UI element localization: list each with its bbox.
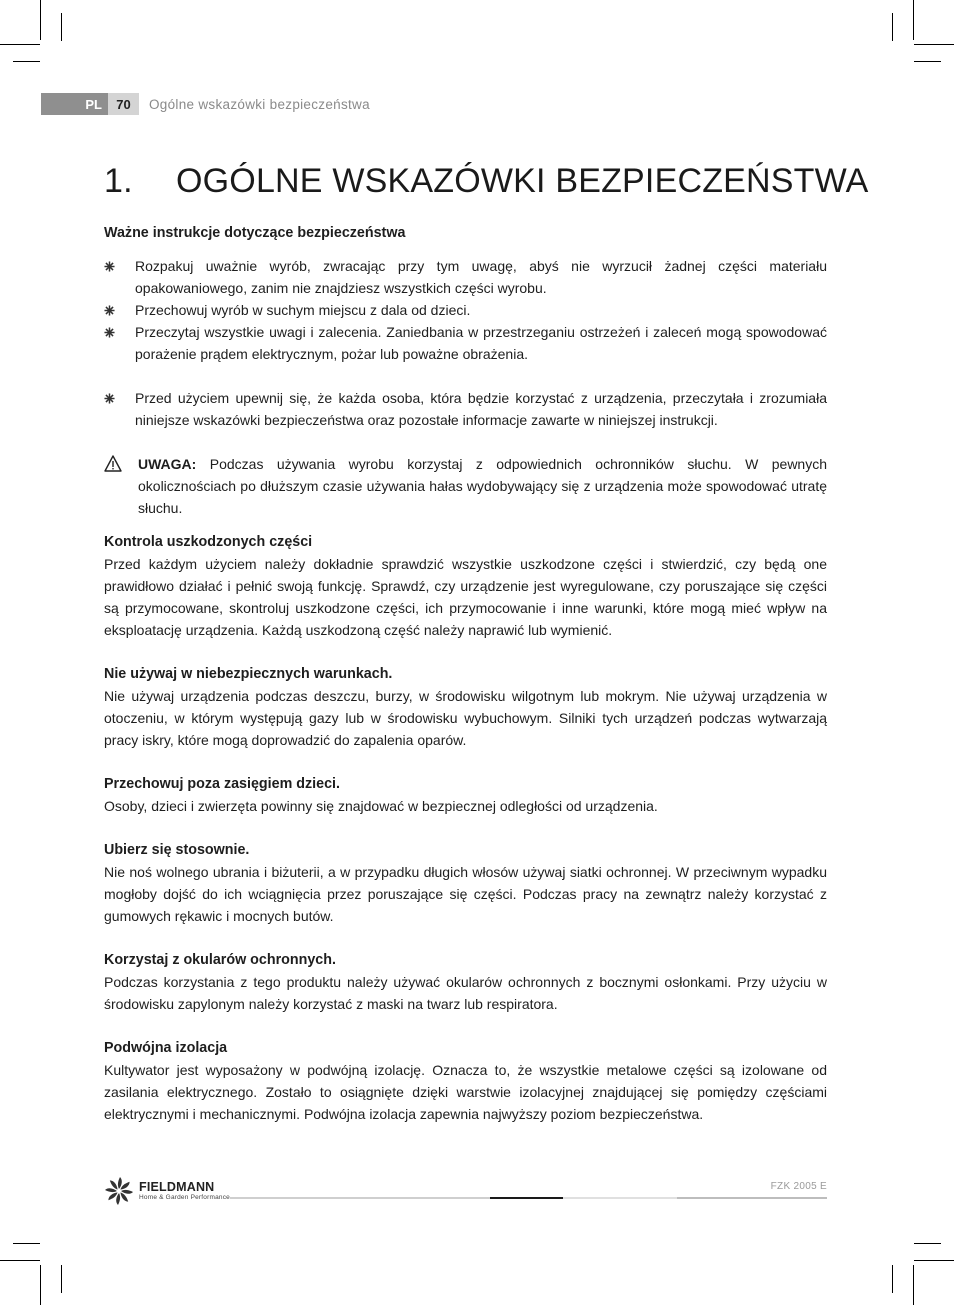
crop-mark	[40, 1265, 41, 1305]
section-text: Podczas korzystania z tego produktu należy używać okularów ochronnych z bocznymi osłonkami. Przy użyciu w środowisku zapylonym należy korzystać z maski na twarz lub respiratora.	[104, 974, 827, 1012]
brand-text	[139, 1180, 230, 1202]
brand-tagline: Home & Garden Performance	[139, 1194, 230, 1201]
page-header	[41, 93, 370, 115]
section-block	[104, 1037, 827, 1125]
list-item-text: Przeczytaj wszystkie uwagi i zalecenia. Zaniedbania w przestrzeganiu ostrzeżeń i zaleceń mogą spowodować porażenie prądem elektrycznym, pożar lub poważne obrażenia.	[135, 324, 827, 362]
crop-mark	[892, 13, 893, 41]
section-block	[104, 531, 827, 641]
chapter-title: OGÓLNE WSKAZÓWKI BEZPIECZEŃSTWA	[176, 162, 869, 200]
crop-mark	[914, 61, 941, 62]
section-text: Nie używaj urządzenia podczas deszczu, burzy, w środowisku wilgotnym lub mokrym. Nie używaj urządzenia w otoczeniu, w którym występują gazy lub w środowisku wybuchowym. Silniki tych urządzeń podczas wytwarzają pracy iskry, które mogą doprowadzić do zapalenia oparów.	[104, 688, 827, 748]
warning-label: UWAGA:	[138, 456, 197, 472]
section-block	[104, 773, 827, 817]
main-content	[104, 222, 827, 1125]
footer-rule	[677, 1197, 827, 1199]
fieldmann-logo-icon	[104, 1176, 134, 1206]
section-heading: Podwójna izolacja	[104, 1040, 228, 1056]
crop-mark	[892, 1265, 893, 1293]
list-item	[104, 255, 827, 299]
crop-mark	[914, 1260, 954, 1261]
list-item-text: Przechowuj wyrób w suchym miejscu z dala od dzieci.	[135, 302, 471, 318]
crop-mark	[40, 0, 41, 40]
flower-bullet-icon	[104, 305, 115, 316]
flower-bullet-icon	[104, 393, 115, 404]
list-item-text: Rozpakuj uważnie wyrób, zwracając przy tym uwagę, abyś nie wyrzucił żadnej części materiału opakowaniowego, zanim nie znajdziesz wszystkich części wyrobu.	[135, 258, 827, 296]
list-item	[104, 299, 827, 321]
running-section-title: Ogólne wskazówki bezpieczeństwa	[149, 96, 370, 112]
chapter-number: 1.	[104, 162, 133, 200]
brand-logo	[104, 1176, 230, 1206]
warning-triangle-icon	[104, 455, 122, 472]
section-text: Kultywator jest wyposażony w podwójną izolację. Oznacza to, że wszystkie metalowe części są izolowane od zasilania elektrycznego. Zostało to osiągnięte dzięki warstwie izolacyjnej znajdującej się pomiędzy częściami elektrycznymi i mechanicznymi. Podwójna izolacja zapewnia najwyższy poziom bezpieczeństwa.	[104, 1062, 827, 1122]
crop-mark	[13, 61, 40, 62]
crop-mark	[13, 1243, 40, 1244]
section-text: Nie noś wolnego ubrania i biżuterii, a w przypadku długich włosów używaj siatki ochronnej. W przeciwnym wypadku mogłoby dojść do ich wciągnięcia przez poruszające się części. Podczas pracy na zewnątrz należy korzystać z gumowych rękawic i mocnych butów.	[104, 864, 827, 924]
section-heading: Przechowuj poza zasięgiem dzieci.	[104, 776, 340, 792]
crop-mark	[0, 1260, 40, 1261]
warning-note	[104, 453, 827, 519]
list-item	[104, 387, 827, 431]
page-title	[104, 162, 869, 201]
crop-mark	[913, 0, 914, 40]
flower-bullet-icon	[104, 261, 115, 272]
section-heading: Nie używaj w niebezpiecznych warunkach.	[104, 666, 393, 682]
section-heading: Korzystaj z okularów ochronnych.	[104, 952, 336, 968]
crop-mark	[61, 13, 62, 41]
list-item-text: Przed użyciem upewnij się, że każda osoba, która będzie korzystać z urządzenia, przeczytała i zrozumiała niniejsze wskazówki bezpieczeństwa oraz pozostałe informacje zawarte w niniejszej instrukcji.	[135, 390, 827, 428]
footer-rule	[230, 1197, 490, 1199]
crop-mark	[914, 44, 954, 45]
page-number: 70	[108, 93, 139, 115]
footer-rule	[490, 1197, 563, 1199]
footer-rule	[563, 1197, 677, 1199]
section-block	[104, 949, 827, 1015]
flower-bullet-icon	[104, 327, 115, 338]
language-tab: PL	[41, 93, 108, 115]
list-item	[104, 321, 827, 365]
model-number: FZK 2005 E	[770, 1181, 827, 1192]
section-heading: Kontrola uszkodzonych części	[104, 534, 313, 550]
intro-heading: Ważne instrukcje dotyczące bezpieczeństwa	[104, 225, 406, 241]
crop-mark	[0, 44, 40, 45]
section-block	[104, 839, 827, 927]
bullet-list	[104, 255, 827, 431]
section-heading: Ubierz się stosownie.	[104, 842, 250, 858]
warning-text: Podczas używania wyrobu korzystaj z odpowiednich ochronników słuchu. W pewnych okolicznościach po dłuższym czasie używania hałas wydobywający się z urządzenia może spowodować utratę słuchu.	[138, 456, 827, 516]
crop-mark	[61, 1265, 62, 1293]
section-text: Przed każdym użyciem należy dokładnie sprawdzić wszystkie uszkodzone części i stwierdzić, czy będą one prawidłowo działać i pełnić swoją funkcję. Sprawdź, czy urządzenie jest wyregulowane, czy poruszające się części są przymocowane, skontroluj uszkodzone części, ich przymocowanie i inne warunki, które mogą mieć wpływ na eksploatację urządzenia. Każdą uszkodzoną część należy naprawić lub wymienić.	[104, 556, 827, 638]
section-block	[104, 663, 827, 751]
crop-mark	[913, 1265, 914, 1305]
brand-name: FIELDMANN	[139, 1180, 215, 1194]
section-text: Osoby, dzieci i zwierzęta powinny się znajdować w bezpiecznej odległości od urządzenia.	[104, 798, 658, 814]
crop-mark	[914, 1243, 941, 1244]
